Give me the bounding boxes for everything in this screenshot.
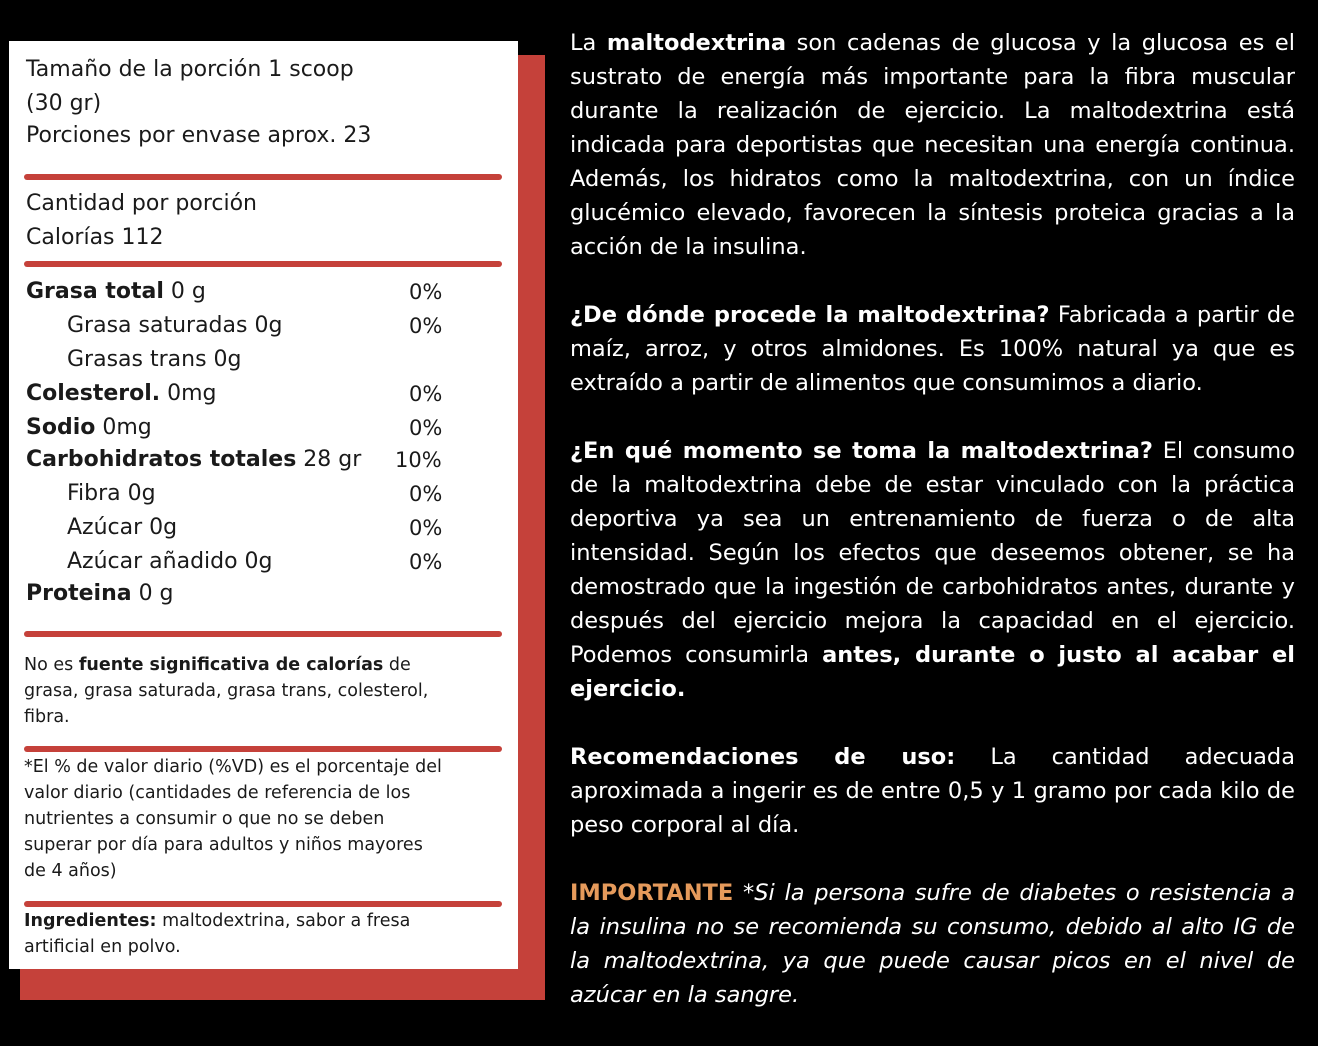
paragraph-origin: ¿De dónde procede la maltodextrina? Fabricada a partir de maíz, arroz, y otros almidones. Es 100% natural ya que es extraído a partir de alimentos que consumimos a diario. [570,302,1295,396]
nutrient-row: Azúcar 0g [67,515,178,540]
divider [24,631,502,637]
amount-per-serving: Cantidad por porción [26,191,257,216]
divider [24,901,502,907]
nutrient-row: Grasas trans 0g [67,347,242,372]
serving-grams: (30 gr) [26,91,102,116]
divider [24,261,502,267]
paragraph-usage: Recomendaciones de uso: La cantidad adecuada aproximada a ingerir es de entre 0,5 y 1 gramo por cada kilo de peso corporal al día. [570,744,1295,838]
nutrient-row: Fibra 0g [67,481,156,506]
product-description [570,26,1295,1046]
paragraph-important: IMPORTANTE *Si la persona sufre de diabetes o resistencia a la insulina no se recomienda su consumo, debido al alto IG de la maltodextrina, ya que puede causar picos en el nivel de azúcar en la sangre. [570,880,1295,1008]
calories: Calorías 112 [26,225,164,250]
nutrient-row: Grasa saturadas 0g [67,313,283,338]
nutrient-row: Proteina 0 g [26,581,174,606]
nutrient-pct: 0% [409,280,443,304]
nutrient-row: Colesterol. 0mg [26,381,217,406]
divider [24,746,502,752]
nutrition-facts-label [9,41,518,969]
nutrient-pct: 0% [409,516,443,540]
nutrient-pct: 0% [409,382,443,406]
ingredients: Ingredientes: maltodextrina, sabor a fresa artificial en polvo. [24,911,411,957]
daily-value-note: *El % de valor diario (%VD) es el porcentaje del valor diario (cantidades de referencia de los nutrientes a consumir o que no se deben superar por día para adultos y niños mayores de 4 años) [24,757,442,881]
nutrient-pct: 0% [409,482,443,506]
nutrient-pct: 0% [409,550,443,574]
nutrient-row: Sodio 0mg [26,415,152,440]
divider [24,174,502,180]
paragraph-about: La maltodextrina son cadenas de glucosa y la glucosa es el sustrato de energía más importante para la fibra muscular durante la realización de ejercicio. La maltodextrina está indicada para deportistas que necesitan una energía continua. Además, los hidratos como la maltodextrina, con un índice glucémico elevado, favorecen la síntesis proteica gracias a la acción de la insulina. [570,30,1295,260]
nutrient-pct: 10% [395,448,442,472]
nutrient-row: Carbohidratos totales 28 gr [26,447,362,472]
serving-size: Tamaño de la porción 1 scoop [26,57,354,82]
nutrient-row: Azúcar añadido 0g [67,549,273,574]
nutrient-row: Grasa total 0 g [26,279,206,304]
nutrient-pct: 0% [409,314,443,338]
nutrient-pct: 0% [409,416,443,440]
paragraph-timing: ¿En qué momento se toma la maltodextrina? El consumo de la maltodextrina debe de estar vinculado con la práctica deportiva ya sea un entrenamiento de fuerza o de alta intensidad. Según los efectos que deseemos obtener, se ha demostrado que la ingestión de carbohidratos antes, durante y después del ejercicio mejora la capacidad en el ejercicio. Podemos consumirla antes, durante o justo al acabar el ejercicio. [570,438,1295,702]
important-heading: IMPORTANTE [570,880,734,906]
calorie-note: No es fuente significativa de calorías de grasa, grasa saturada, grasa trans, colesterol, fibra. [24,655,429,727]
servings-per-container: Porciones por envase aprox. 23 [26,123,372,148]
